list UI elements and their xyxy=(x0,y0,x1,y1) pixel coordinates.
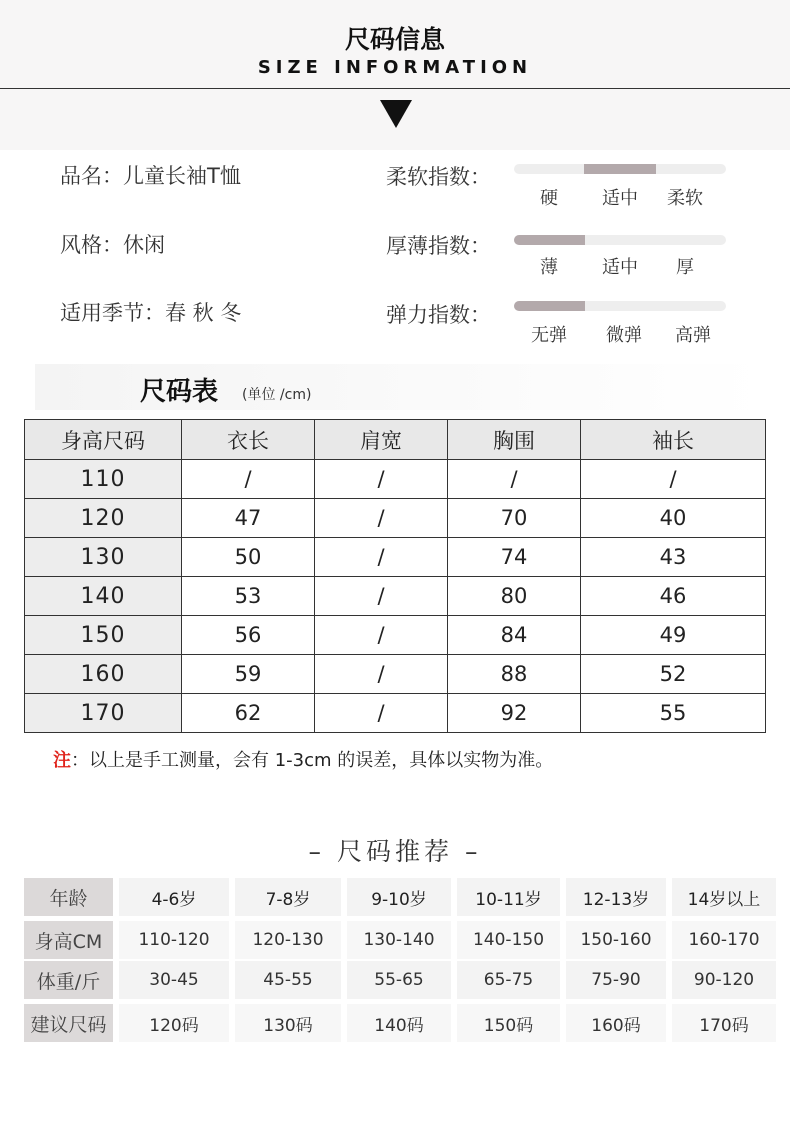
thickness-option-medium: 适中 xyxy=(602,257,638,278)
age-cell: 12-13岁 xyxy=(566,878,666,916)
product-info xyxy=(0,150,790,355)
cell-shoulder: / xyxy=(315,694,448,733)
table-row xyxy=(25,655,766,694)
elasticity-option-high: 高弹 xyxy=(675,325,711,346)
softness-option-hard: 硬 xyxy=(540,188,558,209)
cell-height: 170 xyxy=(25,694,182,733)
size-chart-title-bar xyxy=(35,364,765,410)
thickness-index-fill xyxy=(514,235,585,245)
table-row xyxy=(25,499,766,538)
cell-height: 110 xyxy=(25,460,182,499)
recommend-row-age xyxy=(0,878,790,916)
measurement-note xyxy=(53,746,553,772)
age-cell: 10-11岁 xyxy=(457,878,560,916)
table-header-row xyxy=(25,420,766,460)
row-label-weight: 体重/斤 xyxy=(24,961,113,999)
size-chart-unit: (单位 /cm) xyxy=(242,387,312,403)
divider xyxy=(0,88,790,89)
cell-shoulder: / xyxy=(315,616,448,655)
row-label-height: 身高CM xyxy=(24,921,113,959)
cell-chest: 80 xyxy=(448,577,581,616)
table-row xyxy=(25,460,766,499)
header xyxy=(0,0,790,150)
elasticity-option-slight: 微弹 xyxy=(606,325,642,346)
cell-length: / xyxy=(182,460,315,499)
thickness-option-thick: 厚 xyxy=(676,257,694,278)
elasticity-option-none: 无弹 xyxy=(531,325,567,346)
age-cell: 7-8岁 xyxy=(235,878,341,916)
cell-sleeve: / xyxy=(581,460,766,499)
product-name: 品名：儿童长袖T恤 xyxy=(60,164,241,188)
size-cell: 150码 xyxy=(457,1004,560,1042)
age-cell: 4-6岁 xyxy=(119,878,229,916)
softness-index-label: 柔软指数： xyxy=(386,165,491,189)
weight-cell: 55-65 xyxy=(347,961,451,999)
cell-shoulder: / xyxy=(315,655,448,694)
cell-shoulder: / xyxy=(315,499,448,538)
elasticity-index-bar xyxy=(514,301,726,311)
cell-sleeve: 43 xyxy=(581,538,766,577)
weight-cell: 65-75 xyxy=(457,961,560,999)
cell-chest: 70 xyxy=(448,499,581,538)
height-cell: 130-140 xyxy=(347,921,451,959)
cell-sleeve: 55 xyxy=(581,694,766,733)
column-header-sleeve: 袖长 xyxy=(581,420,766,460)
note-text: ：以上是手工测量，会有 1-3cm 的误差，具体以实物为准。 xyxy=(71,750,554,771)
thickness-option-thin: 薄 xyxy=(540,257,558,278)
cell-shoulder: / xyxy=(315,577,448,616)
cell-height: 120 xyxy=(25,499,182,538)
thickness-index-label: 厚薄指数： xyxy=(386,234,491,258)
cell-length: 59 xyxy=(182,655,315,694)
recommend-row-weight xyxy=(0,961,790,999)
height-cell: 120-130 xyxy=(235,921,341,959)
row-label-size: 建议尺码 xyxy=(24,1004,113,1042)
table-row xyxy=(25,616,766,655)
height-cell: 110-120 xyxy=(119,921,229,959)
cell-sleeve: 52 xyxy=(581,655,766,694)
age-cell: 14岁以上 xyxy=(672,878,776,916)
cell-length: 62 xyxy=(182,694,315,733)
cell-chest: 74 xyxy=(448,538,581,577)
height-cell: 140-150 xyxy=(457,921,560,959)
weight-cell: 90-120 xyxy=(672,961,776,999)
cell-height: 160 xyxy=(25,655,182,694)
weight-cell: 75-90 xyxy=(566,961,666,999)
softness-index-options xyxy=(514,184,726,208)
softness-index-bar xyxy=(514,164,726,174)
row-label-age: 年龄 xyxy=(24,878,113,916)
weight-cell: 30-45 xyxy=(119,961,229,999)
table-row xyxy=(25,538,766,577)
cell-chest: / xyxy=(448,460,581,499)
cell-sleeve: 49 xyxy=(581,616,766,655)
elasticity-index-label: 弹力指数： xyxy=(386,303,491,327)
size-table xyxy=(24,419,766,733)
column-header-height: 身高尺码 xyxy=(25,420,182,460)
cell-sleeve: 40 xyxy=(581,499,766,538)
thickness-index-bar xyxy=(514,235,726,245)
cell-length: 56 xyxy=(182,616,315,655)
elasticity-index-options xyxy=(514,321,726,345)
cell-shoulder: / xyxy=(315,538,448,577)
softness-option-medium: 适中 xyxy=(602,188,638,209)
cell-length: 47 xyxy=(182,499,315,538)
column-header-chest: 胸围 xyxy=(448,420,581,460)
age-cell: 9-10岁 xyxy=(347,878,451,916)
column-header-length: 衣长 xyxy=(182,420,315,460)
section-subtitle: SIZE INFORMATION xyxy=(257,57,533,78)
softness-option-soft: 柔软 xyxy=(667,188,703,209)
triangle-down-icon xyxy=(380,100,412,128)
weight-cell: 45-55 xyxy=(235,961,341,999)
column-header-shoulder: 肩宽 xyxy=(315,420,448,460)
recommend-title: – 尺码推荐 – xyxy=(308,837,482,866)
size-cell: 160码 xyxy=(566,1004,666,1042)
cell-height: 140 xyxy=(25,577,182,616)
cell-height: 150 xyxy=(25,616,182,655)
product-season: 适用季节：春 秋 冬 xyxy=(60,301,242,325)
size-cell: 120码 xyxy=(119,1004,229,1042)
table-row xyxy=(25,694,766,733)
cell-length: 53 xyxy=(182,577,315,616)
cell-chest: 92 xyxy=(448,694,581,733)
elasticity-index-fill xyxy=(514,301,585,311)
cell-height: 130 xyxy=(25,538,182,577)
thickness-index-options xyxy=(514,253,726,277)
section-title: 尺码信息 xyxy=(344,25,445,54)
product-style: 风格：休闲 xyxy=(60,233,165,257)
size-cell: 170码 xyxy=(672,1004,776,1042)
softness-index-fill xyxy=(584,164,656,174)
size-cell: 130码 xyxy=(235,1004,341,1042)
cell-length: 50 xyxy=(182,538,315,577)
table-row xyxy=(25,577,766,616)
note-prefix: 注 xyxy=(53,750,71,771)
recommend-row-size xyxy=(0,1004,790,1042)
cell-shoulder: / xyxy=(315,460,448,499)
cell-chest: 88 xyxy=(448,655,581,694)
size-chart-title: 尺码表 xyxy=(140,377,219,407)
height-cell: 150-160 xyxy=(566,921,666,959)
size-cell: 140码 xyxy=(347,1004,451,1042)
cell-chest: 84 xyxy=(448,616,581,655)
height-cell: 160-170 xyxy=(672,921,776,959)
recommend-row-height xyxy=(0,921,790,959)
cell-sleeve: 46 xyxy=(581,577,766,616)
